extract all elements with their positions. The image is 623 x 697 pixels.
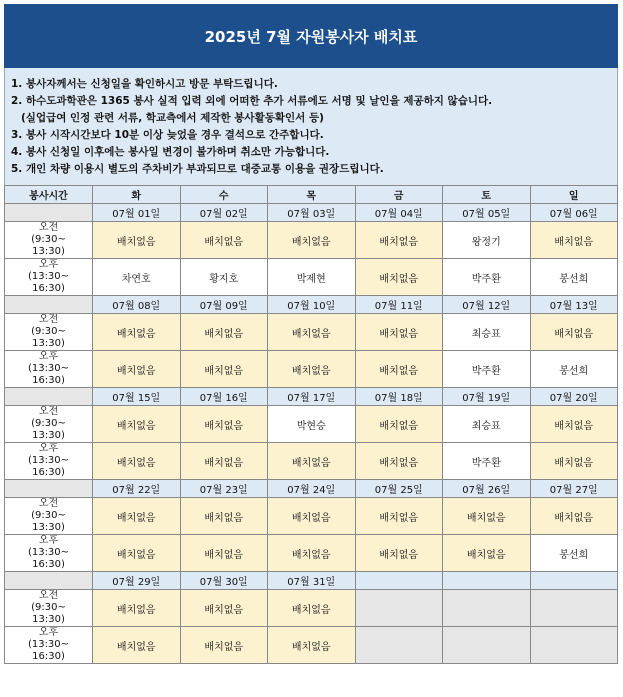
morning-row [5,222,618,259]
time-slot-line: 16:30) [32,559,65,570]
time-slot-label [5,314,93,351]
time-slot-line: 오전 [38,314,59,325]
time-slot-line: (13:30~ [27,363,70,374]
assignment-cell: 배치없음 [93,406,181,443]
assignment-cell: 배치없음 [180,222,268,259]
assignment-cell: 배치없음 [180,314,268,351]
afternoon-row [5,535,618,572]
assignment-cell: 배치없음 [180,406,268,443]
time-slot-line: (13:30~ [27,547,70,558]
assignment-cell: 봉선희 [530,259,618,296]
time-slot-line: (9:30~ [31,234,66,245]
assignment-cell: 황지호 [180,259,268,296]
assignment-cell: 배치없음 [268,535,356,572]
assignment-cell: 배치없음 [268,627,356,664]
time-slot-line: 오후 [38,351,59,362]
morning-row [5,498,618,535]
time-slot-line: 오전 [38,406,59,417]
empty-cell [443,627,531,664]
assignment-cell: 봉선희 [530,351,618,388]
assignment-cell: 배치없음 [93,351,181,388]
date-row [5,296,618,314]
date-cell: 07월 09일 [180,296,268,314]
time-slot-line: 13:30) [32,246,65,257]
column-header: 금 [355,186,443,204]
assignment-cell: 배치없음 [443,535,531,572]
date-cell: 07월 27일 [530,480,618,498]
page-title: 2025년 7월 자원봉사자 배치표 [4,4,618,68]
assignment-cell: 배치없음 [355,351,443,388]
afternoon-row [5,351,618,388]
date-cell: 07월 15일 [93,388,181,406]
assignment-cell: 최승표 [443,406,531,443]
time-slot-label [5,406,93,443]
assignment-cell: 봉선희 [530,535,618,572]
time-slot-line: (13:30~ [27,639,70,650]
time-slot-line: 16:30) [32,651,65,662]
date-cell: 07월 17일 [268,388,356,406]
assignment-cell: 배치없음 [355,443,443,480]
assignment-cell: 배치없음 [268,222,356,259]
date-cell: 07월 01일 [93,204,181,222]
morning-row [5,314,618,351]
date-cell: 07월 11일 [355,296,443,314]
assignment-cell: 박제현 [268,259,356,296]
column-header: 봉사시간 [5,186,93,204]
date-row [5,204,618,222]
assignment-cell: 배치없음 [355,406,443,443]
date-cell: 07월 12일 [443,296,531,314]
date-row-spacer [5,388,93,406]
notice-item: 3. 봉사 시작시간보다 10분 이상 늦었을 경우 결석으로 간주합니다. [11,129,324,141]
date-row-spacer [5,296,93,314]
assignment-cell: 배치없음 [180,351,268,388]
assignment-cell: 박주환 [443,259,531,296]
date-cell: 07월 29일 [93,572,181,590]
morning-row [5,590,618,627]
time-slot-line: (13:30~ [27,271,70,282]
date-cell: 07월 05일 [443,204,531,222]
time-slot-line: 13:30) [32,522,65,533]
date-row [5,572,618,590]
assignment-cell: 최승표 [443,314,531,351]
time-slot-line: 오후 [38,627,59,638]
date-cell: 07월 26일 [443,480,531,498]
date-cell: 07월 20일 [530,388,618,406]
time-slot-label [5,627,93,664]
assignment-cell: 배치없음 [180,535,268,572]
assignment-cell: 배치없음 [180,443,268,480]
date-cell [443,572,531,590]
assignment-cell: 배치없음 [355,314,443,351]
date-cell: 07월 18일 [355,388,443,406]
column-header: 화 [93,186,181,204]
assignment-cell: 박주환 [443,351,531,388]
date-cell: 07월 02일 [180,204,268,222]
empty-cell [355,590,443,627]
date-cell: 07월 31일 [268,572,356,590]
assignment-cell: 배치없음 [530,222,618,259]
assignment-cell: 배치없음 [355,222,443,259]
assignment-cell: 배치없음 [268,443,356,480]
assignment-cell: 배치없음 [268,498,356,535]
assignment-cell: 배치없음 [268,351,356,388]
notice-item: (실업급여 인정 관련 서류, 학교측에서 제작한 봉사활동확인서 등) [21,112,324,124]
date-cell: 07월 03일 [268,204,356,222]
empty-cell [530,590,618,627]
date-cell: 07월 30일 [180,572,268,590]
time-slot-label [5,590,93,627]
time-slot-line: 16:30) [32,283,65,294]
date-cell: 07월 24일 [268,480,356,498]
date-row-spacer [5,572,93,590]
afternoon-row [5,627,618,664]
assignment-cell: 배치없음 [268,590,356,627]
date-cell [355,572,443,590]
assignment-cell: 배치없음 [530,498,618,535]
date-row [5,480,618,498]
assignment-cell: 배치없음 [530,443,618,480]
time-slot-label [5,443,93,480]
date-cell: 07월 22일 [93,480,181,498]
date-cell: 07월 23일 [180,480,268,498]
time-slot-line: (9:30~ [31,418,66,429]
assignment-cell: 배치없음 [93,443,181,480]
assignment-cell: 배치없음 [355,535,443,572]
time-slot-line: 16:30) [32,467,65,478]
schedule-sheet [4,4,618,664]
time-slot-line: (9:30~ [31,602,66,613]
column-header: 일 [530,186,618,204]
assignment-cell: 배치없음 [180,498,268,535]
assignment-cell: 왕정기 [443,222,531,259]
notice-item: 5. 개인 차량 이용시 별도의 주차비가 부과되므로 대중교통 이용을 권장드립니다. [11,163,384,175]
assignment-cell: 배치없음 [530,406,618,443]
time-slot-line: 오전 [38,590,59,601]
empty-cell [355,627,443,664]
assignment-cell: 배치없음 [93,535,181,572]
assignment-cell: 박주환 [443,443,531,480]
header-row [5,186,618,204]
notice-list [4,68,618,185]
notice-item: 4. 봉사 신청일 이후에는 봉사일 변경이 불가하며 취소만 가능합니다. [11,146,330,158]
date-cell: 07월 04일 [355,204,443,222]
afternoon-row [5,443,618,480]
time-slot-label [5,222,93,259]
assignment-cell: 배치없음 [530,314,618,351]
date-row [5,388,618,406]
afternoon-row [5,259,618,296]
assignment-cell: 배치없음 [180,590,268,627]
time-slot-label [5,259,93,296]
time-slot-label [5,535,93,572]
column-header: 토 [443,186,531,204]
assignment-cell: 차연호 [93,259,181,296]
time-slot-line: (13:30~ [27,455,70,466]
time-slot-line: 오후 [38,443,59,454]
assignment-cell: 배치없음 [180,627,268,664]
empty-cell [530,627,618,664]
date-cell: 07월 10일 [268,296,356,314]
time-slot-line: 오전 [38,222,59,233]
date-cell: 07월 25일 [355,480,443,498]
assignment-cell: 배치없음 [443,498,531,535]
assignment-cell: 배치없음 [93,314,181,351]
time-slot-line: 13:30) [32,338,65,349]
date-row-spacer [5,204,93,222]
assignment-cell: 배치없음 [268,314,356,351]
assignment-cell: 배치없음 [93,590,181,627]
time-slot-line: 13:30) [32,430,65,441]
assignment-cell: 배치없음 [93,498,181,535]
time-slot-line: 오후 [38,259,59,270]
empty-cell [443,590,531,627]
column-header: 목 [268,186,356,204]
assignment-cell: 배치없음 [355,498,443,535]
time-slot-label [5,351,93,388]
assignment-cell: 박현승 [268,406,356,443]
notice-item: 1. 봉사자께서는 신청일을 확인하시고 방문 부탁드립니다. [11,78,278,90]
schedule-table [4,185,618,664]
date-cell: 07월 19일 [443,388,531,406]
time-slot-line: 16:30) [32,375,65,386]
notice-item: 2. 하수도과학관은 1365 봉사 실적 입력 외에 어떠한 추가 서류에도 서명 및 날인을 제공하지 않습니다. [11,95,493,107]
date-cell: 07월 08일 [93,296,181,314]
time-slot-line: 오후 [38,535,59,546]
time-slot-line: (9:30~ [31,326,66,337]
date-cell: 07월 13일 [530,296,618,314]
time-slot-label [5,498,93,535]
time-slot-line: 13:30) [32,614,65,625]
assignment-cell: 배치없음 [355,259,443,296]
date-cell: 07월 16일 [180,388,268,406]
time-slot-line: 오전 [38,498,59,509]
date-cell [530,572,618,590]
assignment-cell: 배치없음 [93,222,181,259]
date-cell: 07월 06일 [530,204,618,222]
time-slot-line: (9:30~ [31,510,66,521]
column-header: 수 [180,186,268,204]
date-row-spacer [5,480,93,498]
assignment-cell: 배치없음 [93,627,181,664]
morning-row [5,406,618,443]
